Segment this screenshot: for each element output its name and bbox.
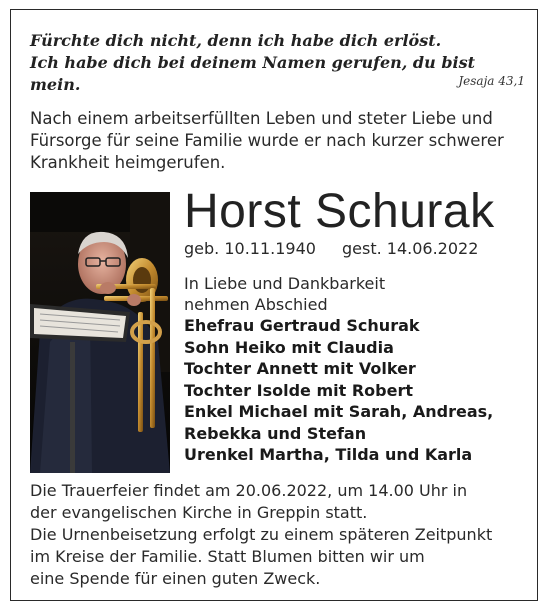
mourner-entry: Ehefrau Gertraud Schurak [184, 316, 420, 335]
mourner-entry: Enkel Michael mit Sarah, Andreas, [184, 402, 494, 421]
mourner-entry: Tochter Annett mit Volker [184, 359, 416, 378]
intro-line-3: Krankheit heimgerufen. [30, 153, 226, 172]
portrait-photo [30, 192, 170, 473]
mourner-entry: Tochter Isolde mit Robert [184, 380, 413, 400]
bible-verse [30, 30, 525, 96]
verse-line-2: Ich habe dich bei deinem Namen gerufen, du bist mein. [30, 53, 475, 94]
funeral-info-line-2: der evangelischen Kirche in Greppin statt. [30, 503, 368, 522]
mourner-entry: Rebekka und Stefan [184, 423, 367, 443]
intro-text [30, 108, 530, 174]
mourner-entry: Sohn Heiko mit Claudia [184, 337, 394, 357]
mourner-entry: Urenkel Martha, Tilda und Karla [184, 445, 473, 464]
verse-line-1: Fürchte dich nicht, denn ich habe dich erlöst. [30, 31, 442, 50]
intro-line-2: Fürsorge für seine Familie wurde er nach kurzer schwerer [30, 131, 504, 150]
funeral-info-line-4: im Kreise der Familie. Statt Blumen bitten wir um [30, 547, 425, 566]
funeral-info-line-5: eine Spende für einen guten Zweck. [30, 569, 321, 588]
trombone-player-image [30, 192, 170, 473]
funeral-info [30, 480, 530, 590]
farewell-line-1: In Liebe und Dankbarkeit [184, 274, 386, 293]
birth-date: geb. 10.11.1940 [184, 239, 316, 258]
farewell-text [184, 273, 385, 315]
life-dates [184, 238, 514, 260]
intro-line-1: Nach einem arbeitserfüllten Leben und steter Liebe und [30, 109, 493, 128]
death-date: gest. 14.06.2022 [342, 239, 479, 258]
funeral-info-line-3: Die Urnenbeisetzung erfolgt zu einem späteren Zeitpunkt [30, 525, 493, 544]
verse-reference: Jesaja 43,1 [458, 74, 525, 88]
mourners-list [184, 315, 493, 466]
deceased-name: Horst Schurak [184, 185, 495, 238]
farewell-line-2: nehmen Abschied [184, 295, 328, 314]
funeral-info-line-1: Die Trauerfeier findet am 20.06.2022, um 14.00 Uhr in [30, 481, 468, 500]
